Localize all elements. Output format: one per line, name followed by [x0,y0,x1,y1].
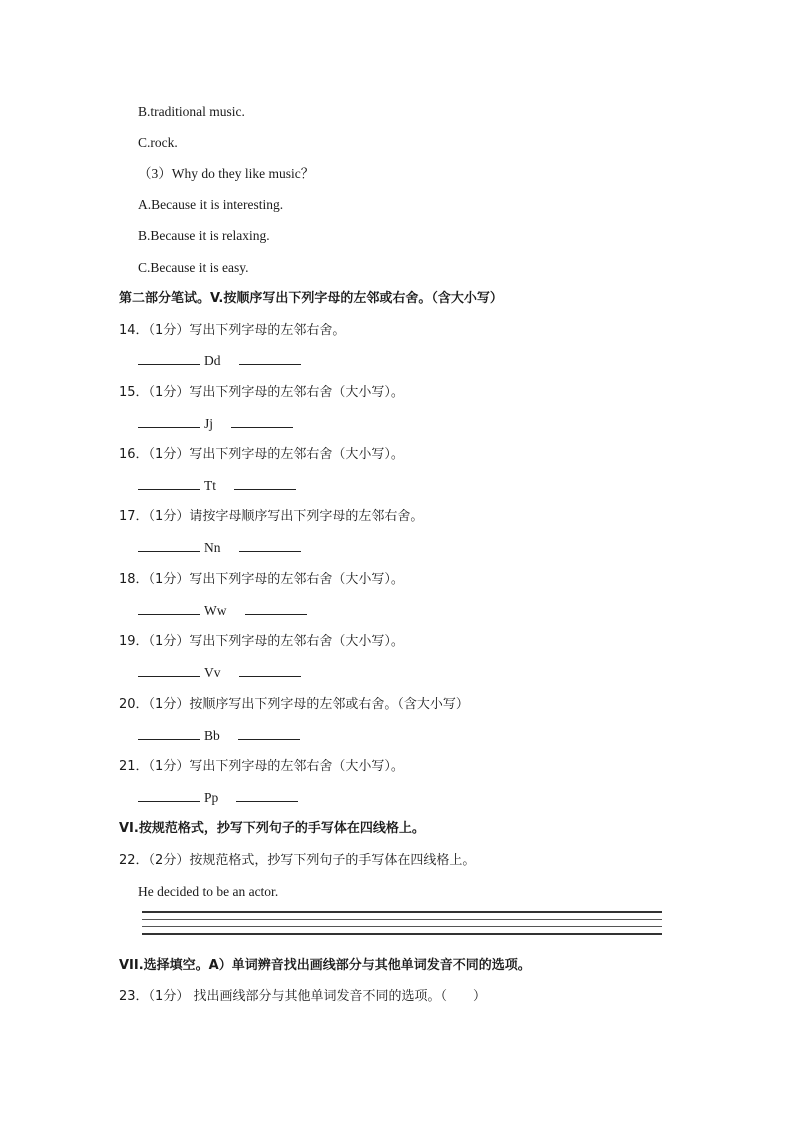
question-22-text: 22．（2分）按规范格式，抄写下列句子的手写体在四线格上。 [119,853,476,868]
question-14-answer-row [138,352,301,371]
question-18-text: 18．（1分）写出下列字母的左邻右舍（大小写）。 [119,572,404,587]
four-line-grid[interactable] [142,911,662,941]
right-neighbor-blank[interactable] [245,602,307,615]
given-letter: Jj [204,416,214,431]
question-3-why-like-music: （3）Why do they like music？ [138,166,315,181]
section-6-heading: VI.按规范格式，抄写下列句子的手写体在四线格上。 [119,821,425,836]
right-neighbor-blank[interactable] [239,352,301,365]
left-neighbor-blank[interactable] [138,789,200,802]
question-14-text: 14．（1分）写出下列字母的左邻右舍。 [119,323,346,338]
question-16-text: 16．（1分）写出下列字母的左邻右舍（大小写）。 [119,447,404,462]
question-16-answer-row [138,477,296,496]
right-neighbor-blank[interactable] [239,664,301,677]
question-19-answer-row [138,664,301,683]
option-b-relaxing: B.Because it is relaxing. [138,228,270,243]
option-c-easy: C.Because it is easy. [138,260,249,275]
question-21-text: 21．（1分）写出下列字母的左邻右舍（大小写）。 [119,759,404,774]
given-letter: Ww [204,603,227,618]
given-letter: Bb [204,728,220,743]
question-15-answer-row [138,415,293,434]
question-21-answer-row [138,789,298,808]
left-neighbor-blank[interactable] [138,602,200,615]
left-neighbor-blank[interactable] [138,539,200,552]
left-neighbor-blank[interactable] [138,477,200,490]
question-23-text: 23．（1分） 找出画线部分与其他单词发音不同的选项。（ ） [119,989,486,1004]
question-17-text: 17．（1分）请按字母顺序写出下列字母的左邻右舍。 [119,509,424,524]
question-17-answer-row [138,539,301,558]
right-neighbor-blank[interactable] [236,789,298,802]
left-neighbor-blank[interactable] [138,727,200,740]
question-18-answer-row [138,602,307,621]
right-neighbor-blank[interactable] [231,415,293,428]
given-letter: Dd [204,353,221,368]
question-20-text: 20．（1分）按顺序写出下列字母的左邻或右舍。（含大小写） [119,697,469,712]
question-20-answer-row [138,727,300,746]
question-22-sentence: He decided to be an actor. [138,884,279,899]
left-neighbor-blank[interactable] [138,415,200,428]
section-7-heading: VII.选择填空。A）单词辨音找出画线部分与其他单词发音不同的选项。 [119,958,531,973]
right-neighbor-blank[interactable] [238,727,300,740]
given-letter: Pp [204,790,219,805]
left-neighbor-blank[interactable] [138,352,200,365]
question-19-text: 19．（1分）写出下列字母的左邻右舍（大小写）。 [119,634,404,649]
option-b-traditional-music: B.traditional music. [138,104,245,119]
question-15-text: 15．（1分）写出下列字母的左邻右舍（大小写）。 [119,385,404,400]
option-a-interesting: A.Because it is interesting. [138,197,284,212]
given-letter: Vv [204,665,221,680]
option-c-rock: C.rock. [138,135,178,150]
right-neighbor-blank[interactable] [234,477,296,490]
section-5-heading: 第二部分笔试。V.按顺序写出下列字母的左邻或右舍。（含大小写） [119,291,503,306]
given-letter: Tt [204,478,216,493]
right-neighbor-blank[interactable] [239,539,301,552]
given-letter: Nn [204,540,221,555]
left-neighbor-blank[interactable] [138,664,200,677]
